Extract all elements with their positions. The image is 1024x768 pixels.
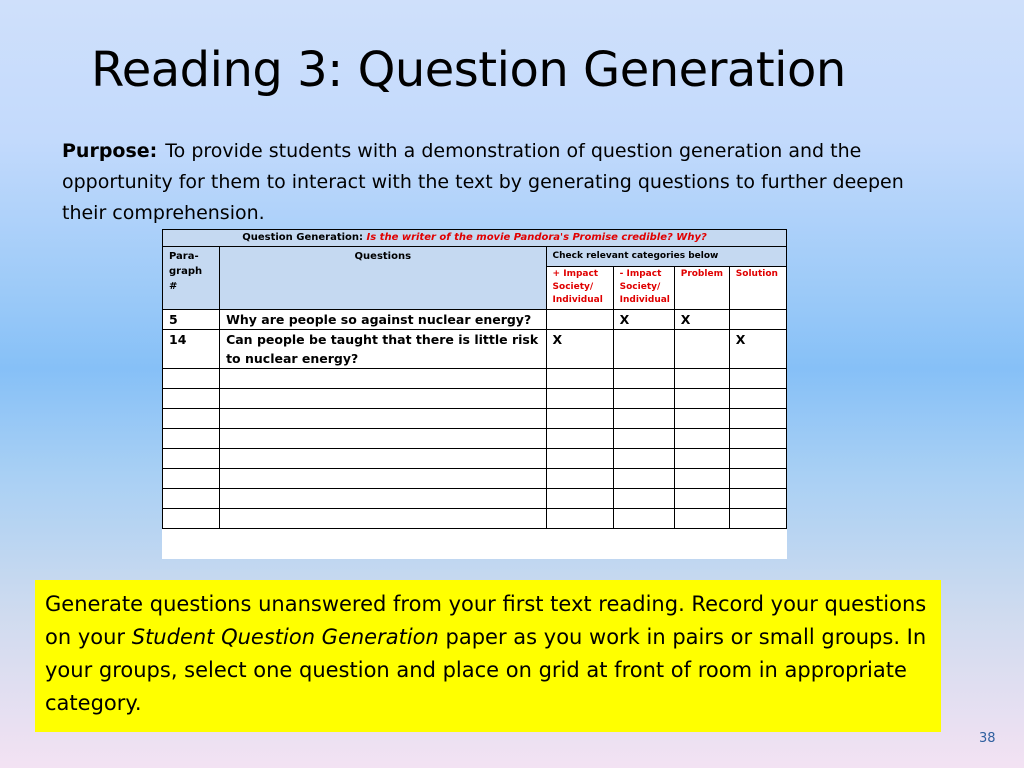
- cell-paragraph: 5: [163, 310, 220, 330]
- question-generation-table-image: [162, 229, 787, 559]
- table-row-empty: [163, 429, 787, 449]
- cell-check: X: [613, 310, 674, 330]
- callout-italic-title: Student Question Generation: [131, 625, 439, 649]
- table-row-empty: [163, 469, 787, 489]
- purpose-paragraph: [62, 136, 952, 229]
- cell-check: [613, 330, 674, 369]
- category-positive-impact: + Impact Society/ Individual: [546, 267, 613, 310]
- table-row-empty: [163, 369, 787, 389]
- table-row-empty: [163, 509, 787, 529]
- table-row-empty: [163, 389, 787, 409]
- col-header-questions: Questions: [220, 247, 546, 310]
- table-row-empty: [163, 449, 787, 469]
- purpose-text: To provide students with a demonstration of question generation and the opportunity for them to interact with the text by generating questions to further deepen their comprehension.: [62, 140, 904, 224]
- table-row-empty: [163, 489, 787, 509]
- cell-paragraph: 14: [163, 330, 220, 369]
- callout-text-end: paper as you work in pairs or small groups. In your groups, select one question and place on grid at front of room in appropriate category.: [45, 625, 927, 715]
- cell-check: [546, 310, 613, 330]
- table-header-question: Is the writer of the movie Pandora's Promise credible? Why?: [366, 232, 707, 243]
- category-negative-impact: - Impact Society/ Individual: [613, 267, 674, 310]
- category-problem: Problem: [674, 267, 729, 310]
- cell-check: [729, 310, 786, 330]
- question-generation-table: [162, 229, 787, 529]
- cell-check: X: [729, 330, 786, 369]
- table-header-label: Question Generation:: [242, 232, 364, 243]
- cell-check: [674, 330, 729, 369]
- col-header-paragraph: Para-graph #: [163, 247, 220, 310]
- instructions-callout: [35, 580, 941, 732]
- slide-title: Reading 3: Question Generation: [91, 42, 846, 98]
- table-row: [163, 330, 787, 369]
- cell-check: X: [674, 310, 729, 330]
- callout-text-start: Generate questions unanswered from your first text reading. Record your questions on your: [45, 592, 927, 649]
- cell-check: X: [546, 330, 613, 369]
- cell-question: Why are people so against nuclear energy?: [220, 310, 546, 330]
- table-row: [163, 310, 787, 330]
- purpose-label: Purpose:: [62, 140, 158, 162]
- col-header-check: Check relevant categories below: [546, 247, 786, 267]
- page-number: 38: [979, 731, 996, 746]
- table-header: [163, 230, 787, 247]
- table-row-empty: [163, 409, 787, 429]
- cell-question: Can people be taught that there is little risk to nuclear energy?: [220, 330, 546, 369]
- category-solution: Solution: [729, 267, 786, 310]
